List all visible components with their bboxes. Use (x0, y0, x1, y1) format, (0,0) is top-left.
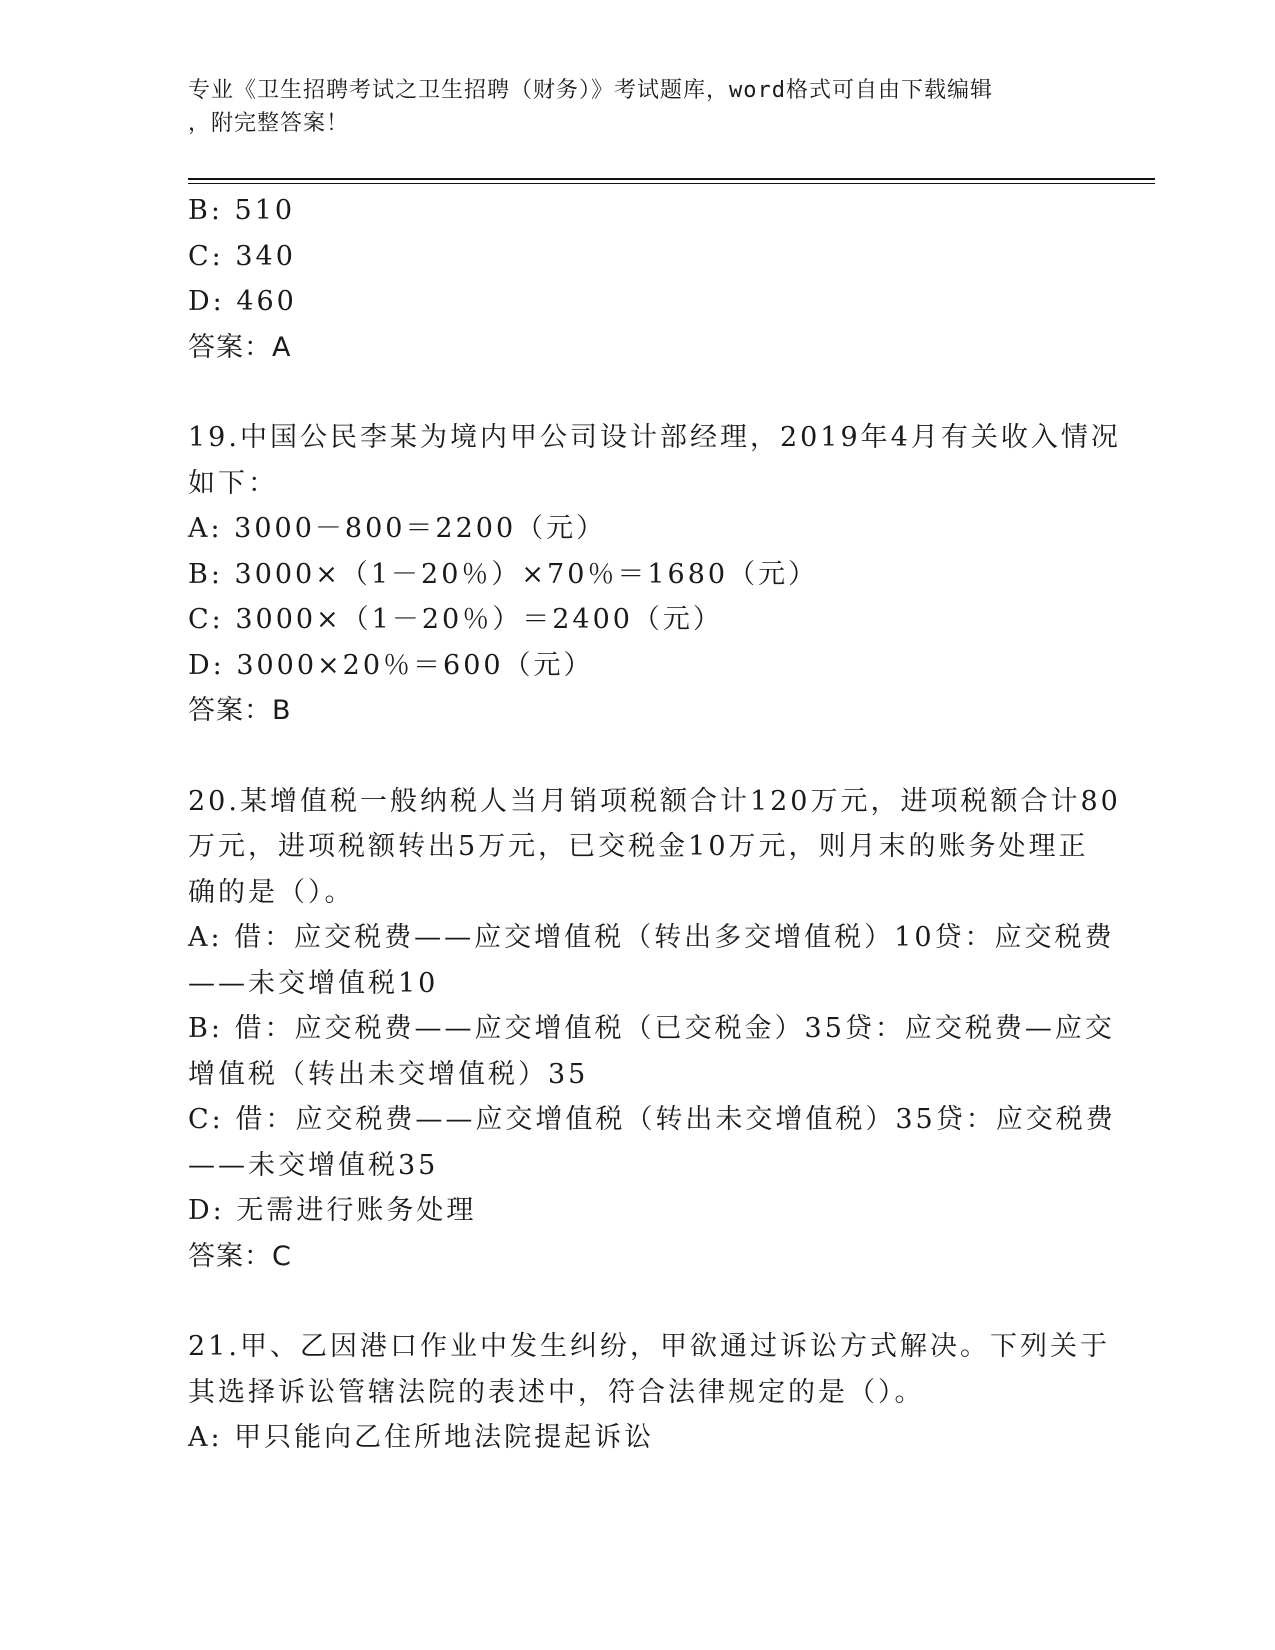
q20-stem-line-3: 确的是（）。 (188, 876, 355, 908)
q20-option-c-line-1: C: 借：应交税费——应交增值税（转出未交增值税）35贷：应交税费 (188, 1104, 1116, 1135)
header-line-2: ，附完整答案！ (188, 111, 350, 136)
spacer (188, 370, 1088, 415)
q20-option-d: D: 无需进行账务处理 (188, 1195, 477, 1226)
question-20 (188, 779, 1121, 1280)
q19-option-b: B: 3000×（1－20％）×70％＝1680（元） (188, 558, 819, 590)
q20-option-b-line-1: B: 借：应交税费——应交增值税（已交税金）35贷：应交税费—应交 (188, 1013, 1115, 1044)
q19-stem-line-1: 19.中国公民李某为境内甲公司设计部经理，2019年4月有关收入情况 (188, 422, 1121, 453)
q19-answer: 答案：B (188, 695, 292, 726)
q20-option-c-line-2: ——未交增值税35 (188, 1149, 439, 1181)
q18-answer: 答案：A (188, 331, 292, 363)
spacer (188, 1279, 1088, 1324)
q20-option-a-line-2: ——未交增值税10 (188, 967, 439, 999)
q20-answer: 答案：C (188, 1240, 292, 1272)
q21-stem-line-2: 其选择诉讼管辖法院的表述中，符合法律规定的是（）。 (188, 1376, 925, 1408)
header-divider-thin (188, 183, 1155, 184)
question-19 (188, 415, 1121, 734)
q21-option-a: A: 甲只能向乙住所地法院提起诉讼 (188, 1422, 655, 1453)
q20-option-a-line-1: A: 借：应交税费——应交增值税（转出多交增值税）10贷：应交税费 (188, 922, 1115, 953)
q18-option-c: C: 340 (188, 240, 296, 272)
q20-option-b-line-2: 增值税（转出未交增值税）35 (188, 1058, 589, 1090)
header-divider-thick (188, 178, 1155, 180)
q19-option-c: C: 3000×（1－20％）＝2400（元） (188, 604, 723, 635)
q19-option-a: A: 3000－800＝2200（元） (188, 513, 607, 544)
question-18-tail (188, 188, 1088, 370)
question-21 (188, 1324, 1110, 1461)
q21-stem-line-1: 21.甲、乙因港口作业中发生纠纷，甲欲通过诉讼方式解决。下列关于 (188, 1331, 1110, 1362)
spacer (188, 734, 1088, 779)
q18-option-b: B: 510 (188, 195, 296, 226)
question-content (188, 188, 1121, 1461)
q19-option-d: D: 3000×20％＝600（元） (188, 649, 594, 681)
header-line-1: 专业《卫生招聘考试之卫生招聘（财务）》考试题库，word格式可自由下载编辑 (188, 78, 993, 103)
q20-stem-line-1: 20.某增值税一般纳税人当月销项税额合计120万元，进项税额合计80 (188, 785, 1121, 817)
q18-option-d: D: 460 (188, 286, 297, 317)
page-header (188, 74, 1068, 140)
q20-stem-line-2: 万元，进项税额转出5万元，已交税金10万元，则月末的账务处理正 (188, 831, 1089, 862)
q19-stem-line-2: 如下： (188, 467, 278, 499)
